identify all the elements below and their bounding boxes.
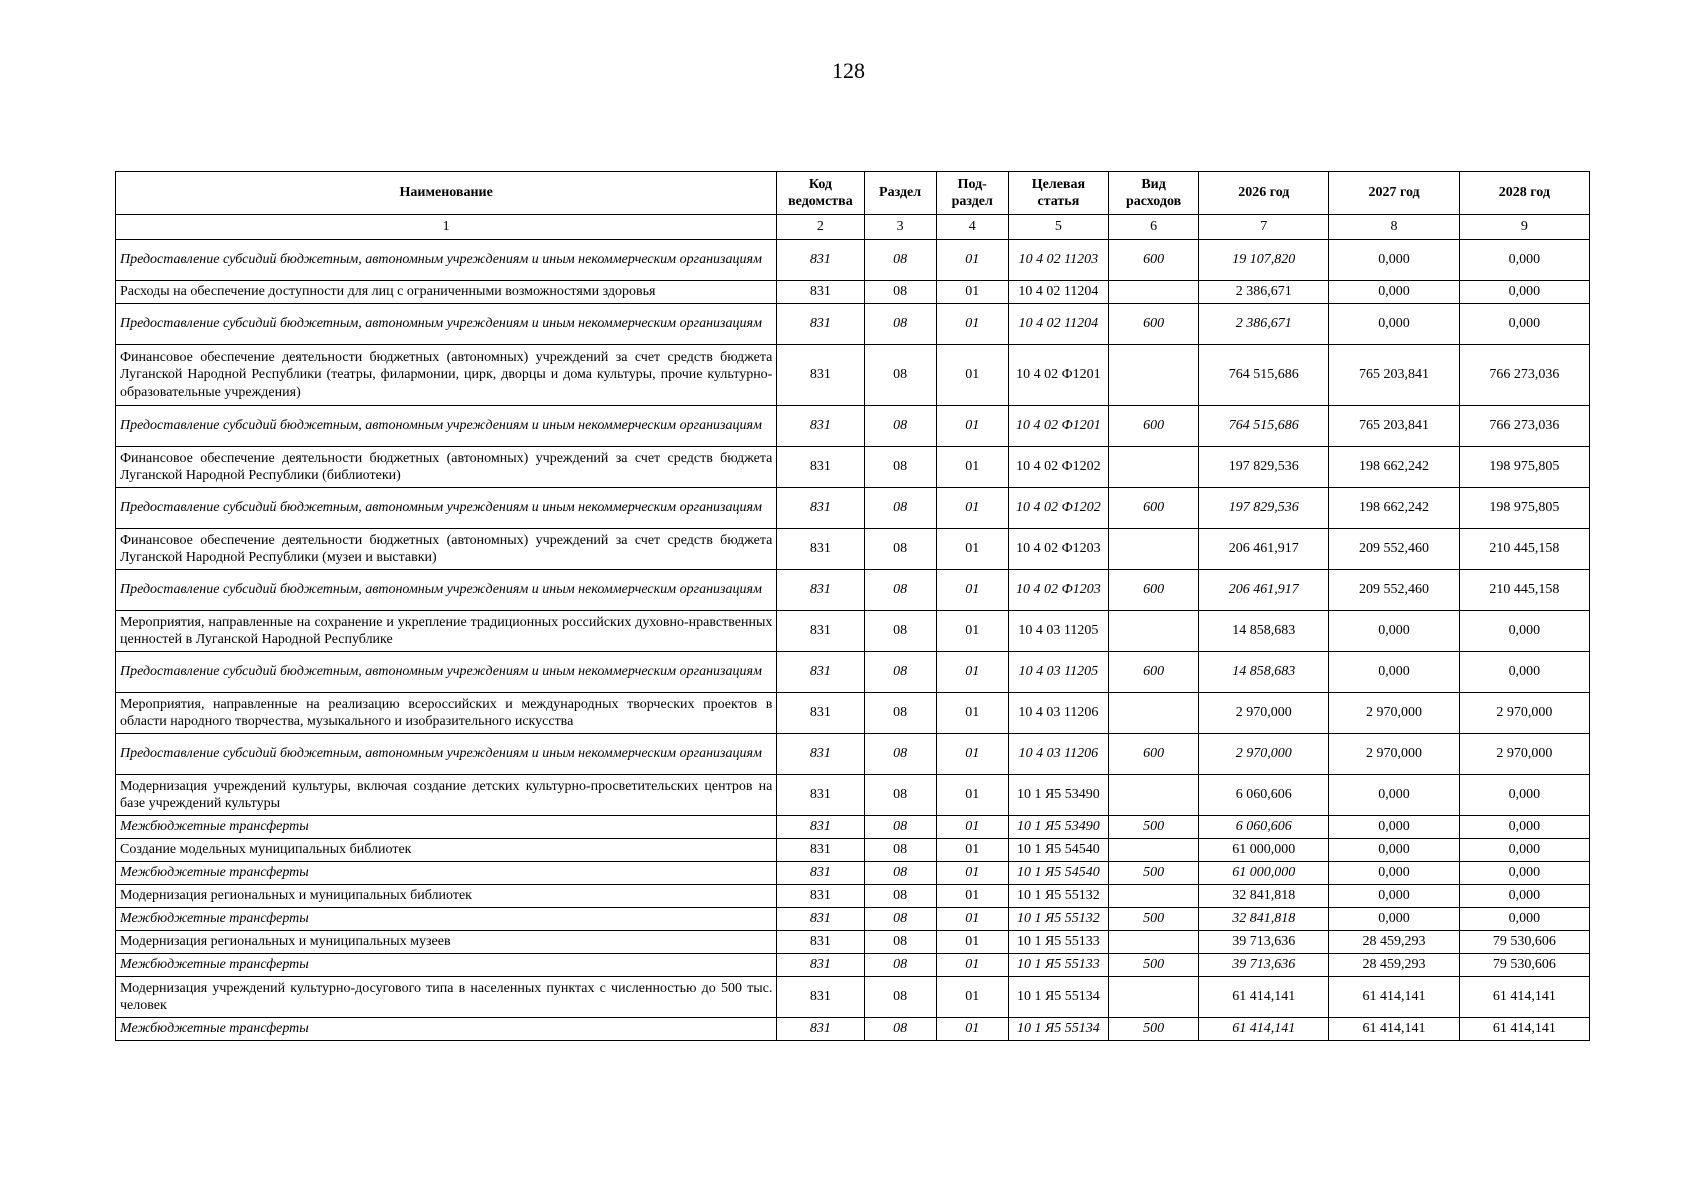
column-number: 4 (936, 215, 1008, 240)
row-department-code: 831 (777, 304, 864, 345)
row-subsection: 01 (936, 488, 1008, 529)
row-amount-2028: 0,000 (1459, 816, 1589, 839)
table-header (116, 172, 1590, 215)
row-amount-2027: 28 459,293 (1329, 931, 1459, 954)
column-number: 3 (864, 215, 936, 240)
row-amount-2028: 0,000 (1459, 652, 1589, 693)
row-amount-2028: 0,000 (1459, 240, 1589, 281)
row-name: Финансовое обеспечение деятельности бюджетных (автономных) учреждений за счет средств бюджета Луганской Народной Республики (библиотеки) (116, 447, 777, 488)
row-target-article: 10 4 02 Ф1203 (1008, 570, 1108, 611)
row-target-article: 10 1 Я5 53490 (1008, 775, 1108, 816)
row-section: 08 (864, 529, 936, 570)
row-subsection: 01 (936, 570, 1008, 611)
row-name: Межбюджетные трансферты (116, 908, 777, 931)
row-amount-2026: 14 858,683 (1199, 652, 1329, 693)
column-number: 9 (1459, 215, 1589, 240)
row-department-code: 831 (777, 281, 864, 304)
row-amount-2027: 61 414,141 (1329, 1018, 1459, 1041)
row-name: Финансовое обеспечение деятельности бюджетных (автономных) учреждений за счет средств бюджета Луганской Народной Республики (музеи и выставки) (116, 529, 777, 570)
row-section: 08 (864, 1018, 936, 1041)
row-department-code: 831 (777, 931, 864, 954)
column-number: 6 (1109, 215, 1199, 240)
row-section: 08 (864, 908, 936, 931)
table-row (116, 611, 1590, 652)
table-row (116, 345, 1590, 406)
row-amount-2026: 19 107,820 (1199, 240, 1329, 281)
row-amount-2027: 0,000 (1329, 652, 1459, 693)
column-header: Вид расходов (1109, 172, 1199, 215)
table-row (116, 488, 1590, 529)
row-target-article: 10 1 Я5 55134 (1008, 977, 1108, 1018)
table-row (116, 304, 1590, 345)
row-amount-2027: 0,000 (1329, 816, 1459, 839)
row-subsection: 01 (936, 447, 1008, 488)
row-amount-2026: 2 970,000 (1199, 693, 1329, 734)
row-expense-kind: 500 (1109, 954, 1199, 977)
row-section: 08 (864, 488, 936, 529)
row-name: Финансовое обеспечение деятельности бюджетных (автономных) учреждений за счет средств бюджета Луганской Народной Республики (театры, филармонии, цирк, дворцы и дома культуры, прочие культурно-образовательные учреждения) (116, 345, 777, 406)
row-expense-kind: 600 (1109, 488, 1199, 529)
row-amount-2026: 32 841,818 (1199, 885, 1329, 908)
column-number: 2 (777, 215, 864, 240)
row-amount-2028: 79 530,606 (1459, 931, 1589, 954)
row-department-code: 831 (777, 862, 864, 885)
row-section: 08 (864, 816, 936, 839)
row-section: 08 (864, 447, 936, 488)
row-expense-kind (1109, 839, 1199, 862)
row-amount-2026: 2 386,671 (1199, 304, 1329, 345)
row-amount-2027: 209 552,460 (1329, 570, 1459, 611)
row-expense-kind (1109, 345, 1199, 406)
row-amount-2028: 0,000 (1459, 862, 1589, 885)
row-name: Межбюджетные трансферты (116, 954, 777, 977)
row-name: Мероприятия, направленные на реализацию всероссийских и международных творческих проектов в области народного творчества, музыкального и изобразительного искусства (116, 693, 777, 734)
row-name: Предоставление субсидий бюджетным, автономным учреждениям и иным некоммерческим организациям (116, 488, 777, 529)
row-section: 08 (864, 734, 936, 775)
row-section: 08 (864, 693, 936, 734)
row-amount-2027: 0,000 (1329, 611, 1459, 652)
table-row (116, 1018, 1590, 1041)
table-row (116, 529, 1590, 570)
row-department-code: 831 (777, 611, 864, 652)
row-department-code: 831 (777, 529, 864, 570)
row-target-article: 10 4 02 11204 (1008, 281, 1108, 304)
row-amount-2027: 2 970,000 (1329, 734, 1459, 775)
row-amount-2028: 198 975,805 (1459, 447, 1589, 488)
row-target-article: 10 1 Я5 55133 (1008, 931, 1108, 954)
row-amount-2026: 61 000,000 (1199, 839, 1329, 862)
column-header: Раздел (864, 172, 936, 215)
row-name: Расходы на обеспечение доступности для лиц с ограниченными возможностями здоровья (116, 281, 777, 304)
row-amount-2028: 79 530,606 (1459, 954, 1589, 977)
column-header: 2026 год (1199, 172, 1329, 215)
row-target-article: 10 4 03 11205 (1008, 611, 1108, 652)
table-row (116, 693, 1590, 734)
row-amount-2026: 2 386,671 (1199, 281, 1329, 304)
row-section: 08 (864, 570, 936, 611)
row-name: Предоставление субсидий бюджетным, автономным учреждениям и иным некоммерческим организациям (116, 406, 777, 447)
row-subsection: 01 (936, 529, 1008, 570)
row-subsection: 01 (936, 611, 1008, 652)
row-amount-2028: 0,000 (1459, 908, 1589, 931)
budget-table (115, 171, 1590, 1041)
table-body (116, 215, 1590, 1041)
row-expense-kind (1109, 931, 1199, 954)
row-department-code: 831 (777, 775, 864, 816)
row-subsection: 01 (936, 816, 1008, 839)
row-amount-2027: 0,000 (1329, 304, 1459, 345)
table-row (116, 775, 1590, 816)
row-department-code: 831 (777, 447, 864, 488)
row-amount-2026: 39 713,636 (1199, 931, 1329, 954)
table-row (116, 839, 1590, 862)
row-name: Межбюджетные трансферты (116, 816, 777, 839)
row-department-code: 831 (777, 693, 864, 734)
row-department-code: 831 (777, 977, 864, 1018)
row-amount-2027: 198 662,242 (1329, 447, 1459, 488)
row-expense-kind: 600 (1109, 240, 1199, 281)
row-amount-2028: 61 414,141 (1459, 1018, 1589, 1041)
row-amount-2026: 2 970,000 (1199, 734, 1329, 775)
row-expense-kind: 500 (1109, 1018, 1199, 1041)
row-name: Предоставление субсидий бюджетным, автономным учреждениям и иным некоммерческим организациям (116, 734, 777, 775)
row-target-article: 10 4 02 Ф1202 (1008, 488, 1108, 529)
row-amount-2026: 61 414,141 (1199, 977, 1329, 1018)
row-amount-2028: 2 970,000 (1459, 693, 1589, 734)
row-expense-kind (1109, 529, 1199, 570)
row-amount-2028: 2 970,000 (1459, 734, 1589, 775)
row-section: 08 (864, 611, 936, 652)
table-row (116, 885, 1590, 908)
row-section: 08 (864, 977, 936, 1018)
table-row (116, 931, 1590, 954)
row-department-code: 831 (777, 954, 864, 977)
table-row (116, 816, 1590, 839)
row-amount-2028: 0,000 (1459, 611, 1589, 652)
column-numbers-row (116, 215, 1590, 240)
row-amount-2028: 210 445,158 (1459, 529, 1589, 570)
row-section: 08 (864, 862, 936, 885)
row-amount-2026: 197 829,536 (1199, 488, 1329, 529)
row-department-code: 831 (777, 345, 864, 406)
row-name: Предоставление субсидий бюджетным, автономным учреждениям и иным некоммерческим организациям (116, 304, 777, 345)
row-amount-2028: 61 414,141 (1459, 977, 1589, 1018)
row-amount-2026: 764 515,686 (1199, 345, 1329, 406)
table-row (116, 281, 1590, 304)
row-department-code: 831 (777, 816, 864, 839)
row-target-article: 10 4 02 11203 (1008, 240, 1108, 281)
row-amount-2026: 14 858,683 (1199, 611, 1329, 652)
row-name: Предоставление субсидий бюджетным, автономным учреждениям и иным некоммерческим организациям (116, 652, 777, 693)
row-name: Межбюджетные трансферты (116, 862, 777, 885)
row-section: 08 (864, 931, 936, 954)
table-row (116, 954, 1590, 977)
table-row (116, 447, 1590, 488)
row-expense-kind (1109, 447, 1199, 488)
row-section: 08 (864, 240, 936, 281)
column-number: 8 (1329, 215, 1459, 240)
row-expense-kind (1109, 775, 1199, 816)
row-amount-2026: 61 414,141 (1199, 1018, 1329, 1041)
row-amount-2028: 766 273,036 (1459, 406, 1589, 447)
table-row (116, 977, 1590, 1018)
row-target-article: 10 4 03 11206 (1008, 693, 1108, 734)
row-department-code: 831 (777, 570, 864, 611)
column-header: Под-раздел (936, 172, 1008, 215)
column-number: 7 (1199, 215, 1329, 240)
row-department-code: 831 (777, 1018, 864, 1041)
row-amount-2027: 0,000 (1329, 839, 1459, 862)
header-row (116, 172, 1590, 215)
row-amount-2028: 0,000 (1459, 885, 1589, 908)
row-name: Модернизация учреждений культурно-досугового типа в населенных пунктах с численностью до 500 тыс. человек (116, 977, 777, 1018)
row-subsection: 01 (936, 954, 1008, 977)
row-expense-kind: 600 (1109, 570, 1199, 611)
row-amount-2027: 0,000 (1329, 908, 1459, 931)
row-target-article: 10 1 Я5 55132 (1008, 908, 1108, 931)
row-name: Предоставление субсидий бюджетным, автономным учреждениям и иным некоммерческим организациям (116, 240, 777, 281)
row-section: 08 (864, 885, 936, 908)
row-target-article: 10 4 02 Ф1203 (1008, 529, 1108, 570)
row-amount-2027: 0,000 (1329, 862, 1459, 885)
row-name: Предоставление субсидий бюджетным, автономным учреждениям и иным некоммерческим организациям (116, 570, 777, 611)
row-target-article: 10 1 Я5 55134 (1008, 1018, 1108, 1041)
row-subsection: 01 (936, 734, 1008, 775)
row-amount-2026: 6 060,606 (1199, 775, 1329, 816)
row-name: Создание модельных муниципальных библиотек (116, 839, 777, 862)
row-expense-kind (1109, 611, 1199, 652)
table-row (116, 570, 1590, 611)
column-number: 1 (116, 215, 777, 240)
row-expense-kind (1109, 693, 1199, 734)
table-row (116, 240, 1590, 281)
row-amount-2027: 198 662,242 (1329, 488, 1459, 529)
row-amount-2028: 766 273,036 (1459, 345, 1589, 406)
row-amount-2026: 197 829,536 (1199, 447, 1329, 488)
page-number: 128 (832, 58, 865, 83)
row-amount-2027: 0,000 (1329, 885, 1459, 908)
table-row (116, 652, 1590, 693)
row-amount-2027: 61 414,141 (1329, 977, 1459, 1018)
row-expense-kind: 500 (1109, 862, 1199, 885)
row-department-code: 831 (777, 488, 864, 529)
column-header: 2028 год (1459, 172, 1589, 215)
row-target-article: 10 4 03 11206 (1008, 734, 1108, 775)
row-amount-2026: 32 841,818 (1199, 908, 1329, 931)
row-subsection: 01 (936, 240, 1008, 281)
row-amount-2027: 765 203,841 (1329, 345, 1459, 406)
row-section: 08 (864, 345, 936, 406)
row-amount-2027: 765 203,841 (1329, 406, 1459, 447)
row-expense-kind: 500 (1109, 816, 1199, 839)
row-target-article: 10 1 Я5 54540 (1008, 839, 1108, 862)
row-subsection: 01 (936, 862, 1008, 885)
row-target-article: 10 4 03 11205 (1008, 652, 1108, 693)
row-subsection: 01 (936, 775, 1008, 816)
row-target-article: 10 1 Я5 55132 (1008, 885, 1108, 908)
row-amount-2028: 0,000 (1459, 839, 1589, 862)
row-expense-kind: 600 (1109, 652, 1199, 693)
row-amount-2027: 0,000 (1329, 281, 1459, 304)
row-expense-kind: 600 (1109, 304, 1199, 345)
row-section: 08 (864, 775, 936, 816)
row-subsection: 01 (936, 885, 1008, 908)
row-expense-kind: 600 (1109, 734, 1199, 775)
row-amount-2026: 61 000,000 (1199, 862, 1329, 885)
row-subsection: 01 (936, 304, 1008, 345)
row-amount-2028: 0,000 (1459, 775, 1589, 816)
column-header: 2027 год (1329, 172, 1459, 215)
table-row (116, 862, 1590, 885)
row-amount-2028: 198 975,805 (1459, 488, 1589, 529)
row-department-code: 831 (777, 734, 864, 775)
table-row (116, 908, 1590, 931)
row-subsection: 01 (936, 345, 1008, 406)
row-target-article: 10 4 02 Ф1201 (1008, 345, 1108, 406)
table-row (116, 406, 1590, 447)
row-department-code: 831 (777, 652, 864, 693)
row-amount-2027: 2 970,000 (1329, 693, 1459, 734)
row-amount-2027: 0,000 (1329, 775, 1459, 816)
row-amount-2026: 206 461,917 (1199, 529, 1329, 570)
row-expense-kind: 600 (1109, 406, 1199, 447)
row-subsection: 01 (936, 693, 1008, 734)
row-department-code: 831 (777, 406, 864, 447)
row-subsection: 01 (936, 652, 1008, 693)
row-department-code: 831 (777, 839, 864, 862)
row-subsection: 01 (936, 839, 1008, 862)
column-header: Код ведомства (777, 172, 864, 215)
row-department-code: 831 (777, 908, 864, 931)
row-name: Мероприятия, направленные на сохранение и укрепление традиционных российских духовно-нравственных ценностей в Луганской Народной Республике (116, 611, 777, 652)
row-subsection: 01 (936, 908, 1008, 931)
row-amount-2026: 764 515,686 (1199, 406, 1329, 447)
row-amount-2027: 209 552,460 (1329, 529, 1459, 570)
row-section: 08 (864, 281, 936, 304)
row-section: 08 (864, 954, 936, 977)
row-amount-2028: 0,000 (1459, 281, 1589, 304)
row-subsection: 01 (936, 977, 1008, 1018)
row-expense-kind (1109, 281, 1199, 304)
row-department-code: 831 (777, 240, 864, 281)
row-name: Модернизация региональных и муниципальных библиотек (116, 885, 777, 908)
row-target-article: 10 4 02 Ф1201 (1008, 406, 1108, 447)
row-subsection: 01 (936, 1018, 1008, 1041)
row-subsection: 01 (936, 406, 1008, 447)
row-expense-kind: 500 (1109, 908, 1199, 931)
row-name: Межбюджетные трансферты (116, 1018, 777, 1041)
row-subsection: 01 (936, 281, 1008, 304)
row-name: Модернизация региональных и муниципальных музеев (116, 931, 777, 954)
row-amount-2026: 6 060,606 (1199, 816, 1329, 839)
row-target-article: 10 1 Я5 54540 (1008, 862, 1108, 885)
column-number: 5 (1008, 215, 1108, 240)
row-target-article: 10 4 02 11204 (1008, 304, 1108, 345)
row-name: Модернизация учреждений культуры, включая создание детских культурно-просветительских центров на базе учреждений культуры (116, 775, 777, 816)
row-subsection: 01 (936, 931, 1008, 954)
row-section: 08 (864, 304, 936, 345)
row-amount-2026: 39 713,636 (1199, 954, 1329, 977)
row-department-code: 831 (777, 885, 864, 908)
row-target-article: 10 1 Я5 53490 (1008, 816, 1108, 839)
column-header: Целевая статья (1008, 172, 1108, 215)
row-amount-2028: 0,000 (1459, 304, 1589, 345)
row-expense-kind (1109, 977, 1199, 1018)
row-section: 08 (864, 839, 936, 862)
row-target-article: 10 1 Я5 55133 (1008, 954, 1108, 977)
row-amount-2027: 28 459,293 (1329, 954, 1459, 977)
row-expense-kind (1109, 885, 1199, 908)
row-target-article: 10 4 02 Ф1202 (1008, 447, 1108, 488)
row-amount-2027: 0,000 (1329, 240, 1459, 281)
row-section: 08 (864, 652, 936, 693)
row-section: 08 (864, 406, 936, 447)
table-row (116, 734, 1590, 775)
row-amount-2026: 206 461,917 (1199, 570, 1329, 611)
row-amount-2028: 210 445,158 (1459, 570, 1589, 611)
column-header: Наименование (116, 172, 777, 215)
